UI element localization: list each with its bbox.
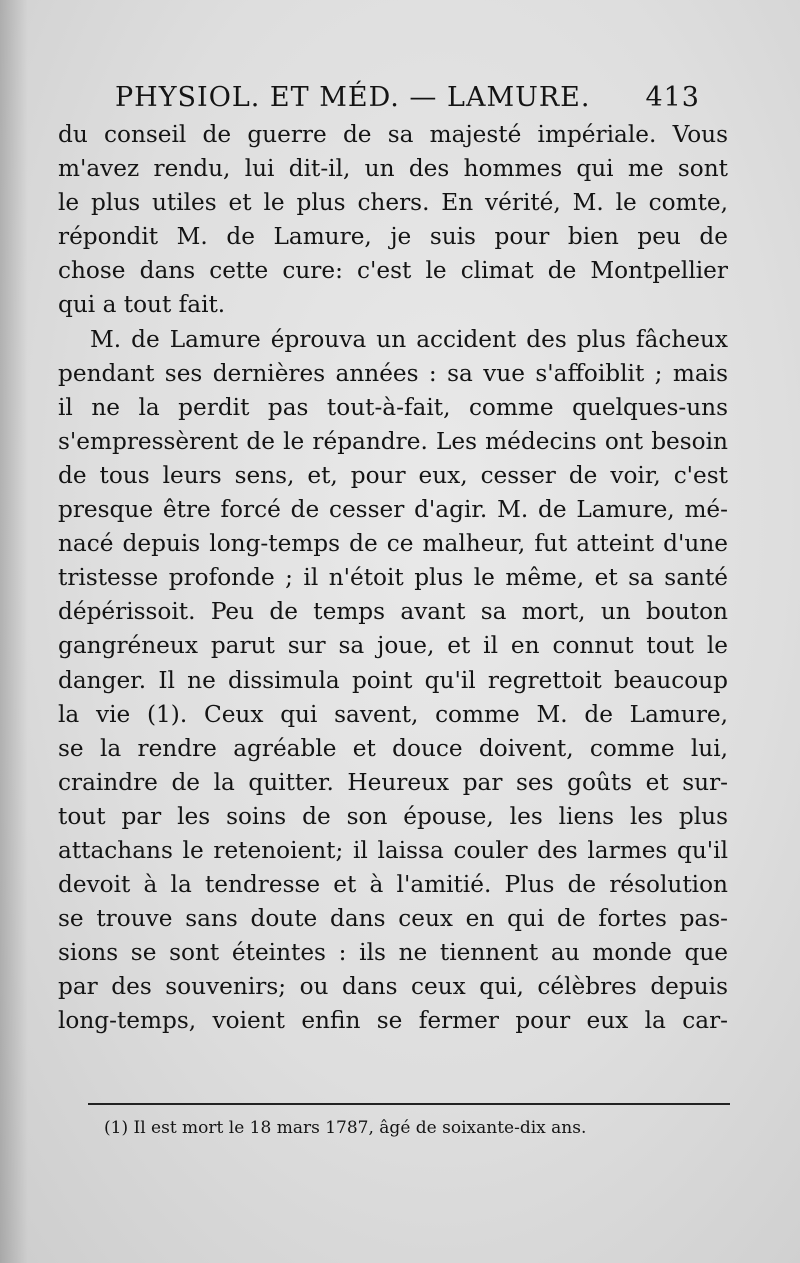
text-line: dépérissoit. Peu de temps avant sa mort, un bouton: [58, 598, 728, 626]
text-line: gangréneux parut sur sa joue, et il en connut tout le: [58, 632, 728, 660]
text-line: il ne la perdit pas tout-à-fait, comme quelques-uns: [58, 393, 728, 421]
running-head-title: PHYSIOL. ET MÉD. — LAMURE.: [115, 82, 591, 113]
text-line: le plus utiles et le plus chers. En vérité, M. le comte,: [58, 189, 728, 217]
text-line: qui a tout fait.: [58, 291, 226, 319]
text-line: pendant ses dernières années : sa vue s'affoiblit ; mais: [58, 359, 728, 387]
text-line: M. de Lamure éprouva un accident des plus fâcheux: [90, 325, 728, 353]
body-text: [58, 118, 728, 1039]
text-line: long-temps, voient enfin se fermer pour eux la car-: [58, 1007, 728, 1035]
footnote: (1) Il est mort le 18 mars 1787, âgé de soixante-dix ans.: [104, 1118, 587, 1138]
gutter-shadow: [0, 0, 28, 1263]
text-line: tristesse profonde ; il n'étoit plus le même, et sa santé: [58, 564, 728, 592]
text-line: se trouve sans doute dans ceux en qui de fortes pas-: [58, 905, 728, 933]
text-line: sions se sont éteintes : ils ne tiennent au monde que: [58, 939, 728, 967]
text-line: craindre de la quitter. Heureux par ses goûts et sur-: [58, 768, 728, 796]
text-line: la vie (1). Ceux qui savent, comme M. de Lamure,: [58, 700, 728, 728]
text-line: m'avez rendu, lui dit-il, un des hommes qui me sont: [58, 155, 728, 183]
text-line: par des souvenirs; ou dans ceux qui, célèbres depuis: [58, 973, 728, 1001]
text-line: répondit M. de Lamure, je suis pour bien peu de: [58, 223, 728, 251]
text-line: de tous leurs sens, et, pour eux, cesser de voir, c'est: [58, 461, 728, 489]
text-line: nacé depuis long-temps de ce malheur, fut atteint d'une: [58, 530, 728, 558]
text-line: attachans le retenoient; il laissa couler des larmes qu'il: [58, 836, 728, 864]
text-line: chose dans cette cure: c'est le climat de Montpellier: [58, 257, 728, 285]
text-line: tout par les soins de son épouse, les liens les plus: [58, 802, 728, 830]
text-line: du conseil de guerre de sa majesté impériale. Vous: [58, 121, 728, 148]
page-number: 413: [645, 82, 700, 113]
text-line: s'empressèrent de le répandre. Les médecins ont besoin: [58, 427, 728, 455]
footnote-rule: [88, 1103, 730, 1105]
text-line: devoit à la tendresse et à l'amitié. Plus de résolution: [58, 871, 728, 899]
text-line: danger. Il ne dissimula point qu'il regrettoit beaucoup: [58, 666, 728, 694]
running-head: [115, 78, 700, 122]
text-line: presque être forcé de cesser d'agir. M. de Lamure, mé-: [58, 496, 728, 524]
text-line: se la rendre agréable et douce doivent, comme lui,: [58, 734, 728, 762]
